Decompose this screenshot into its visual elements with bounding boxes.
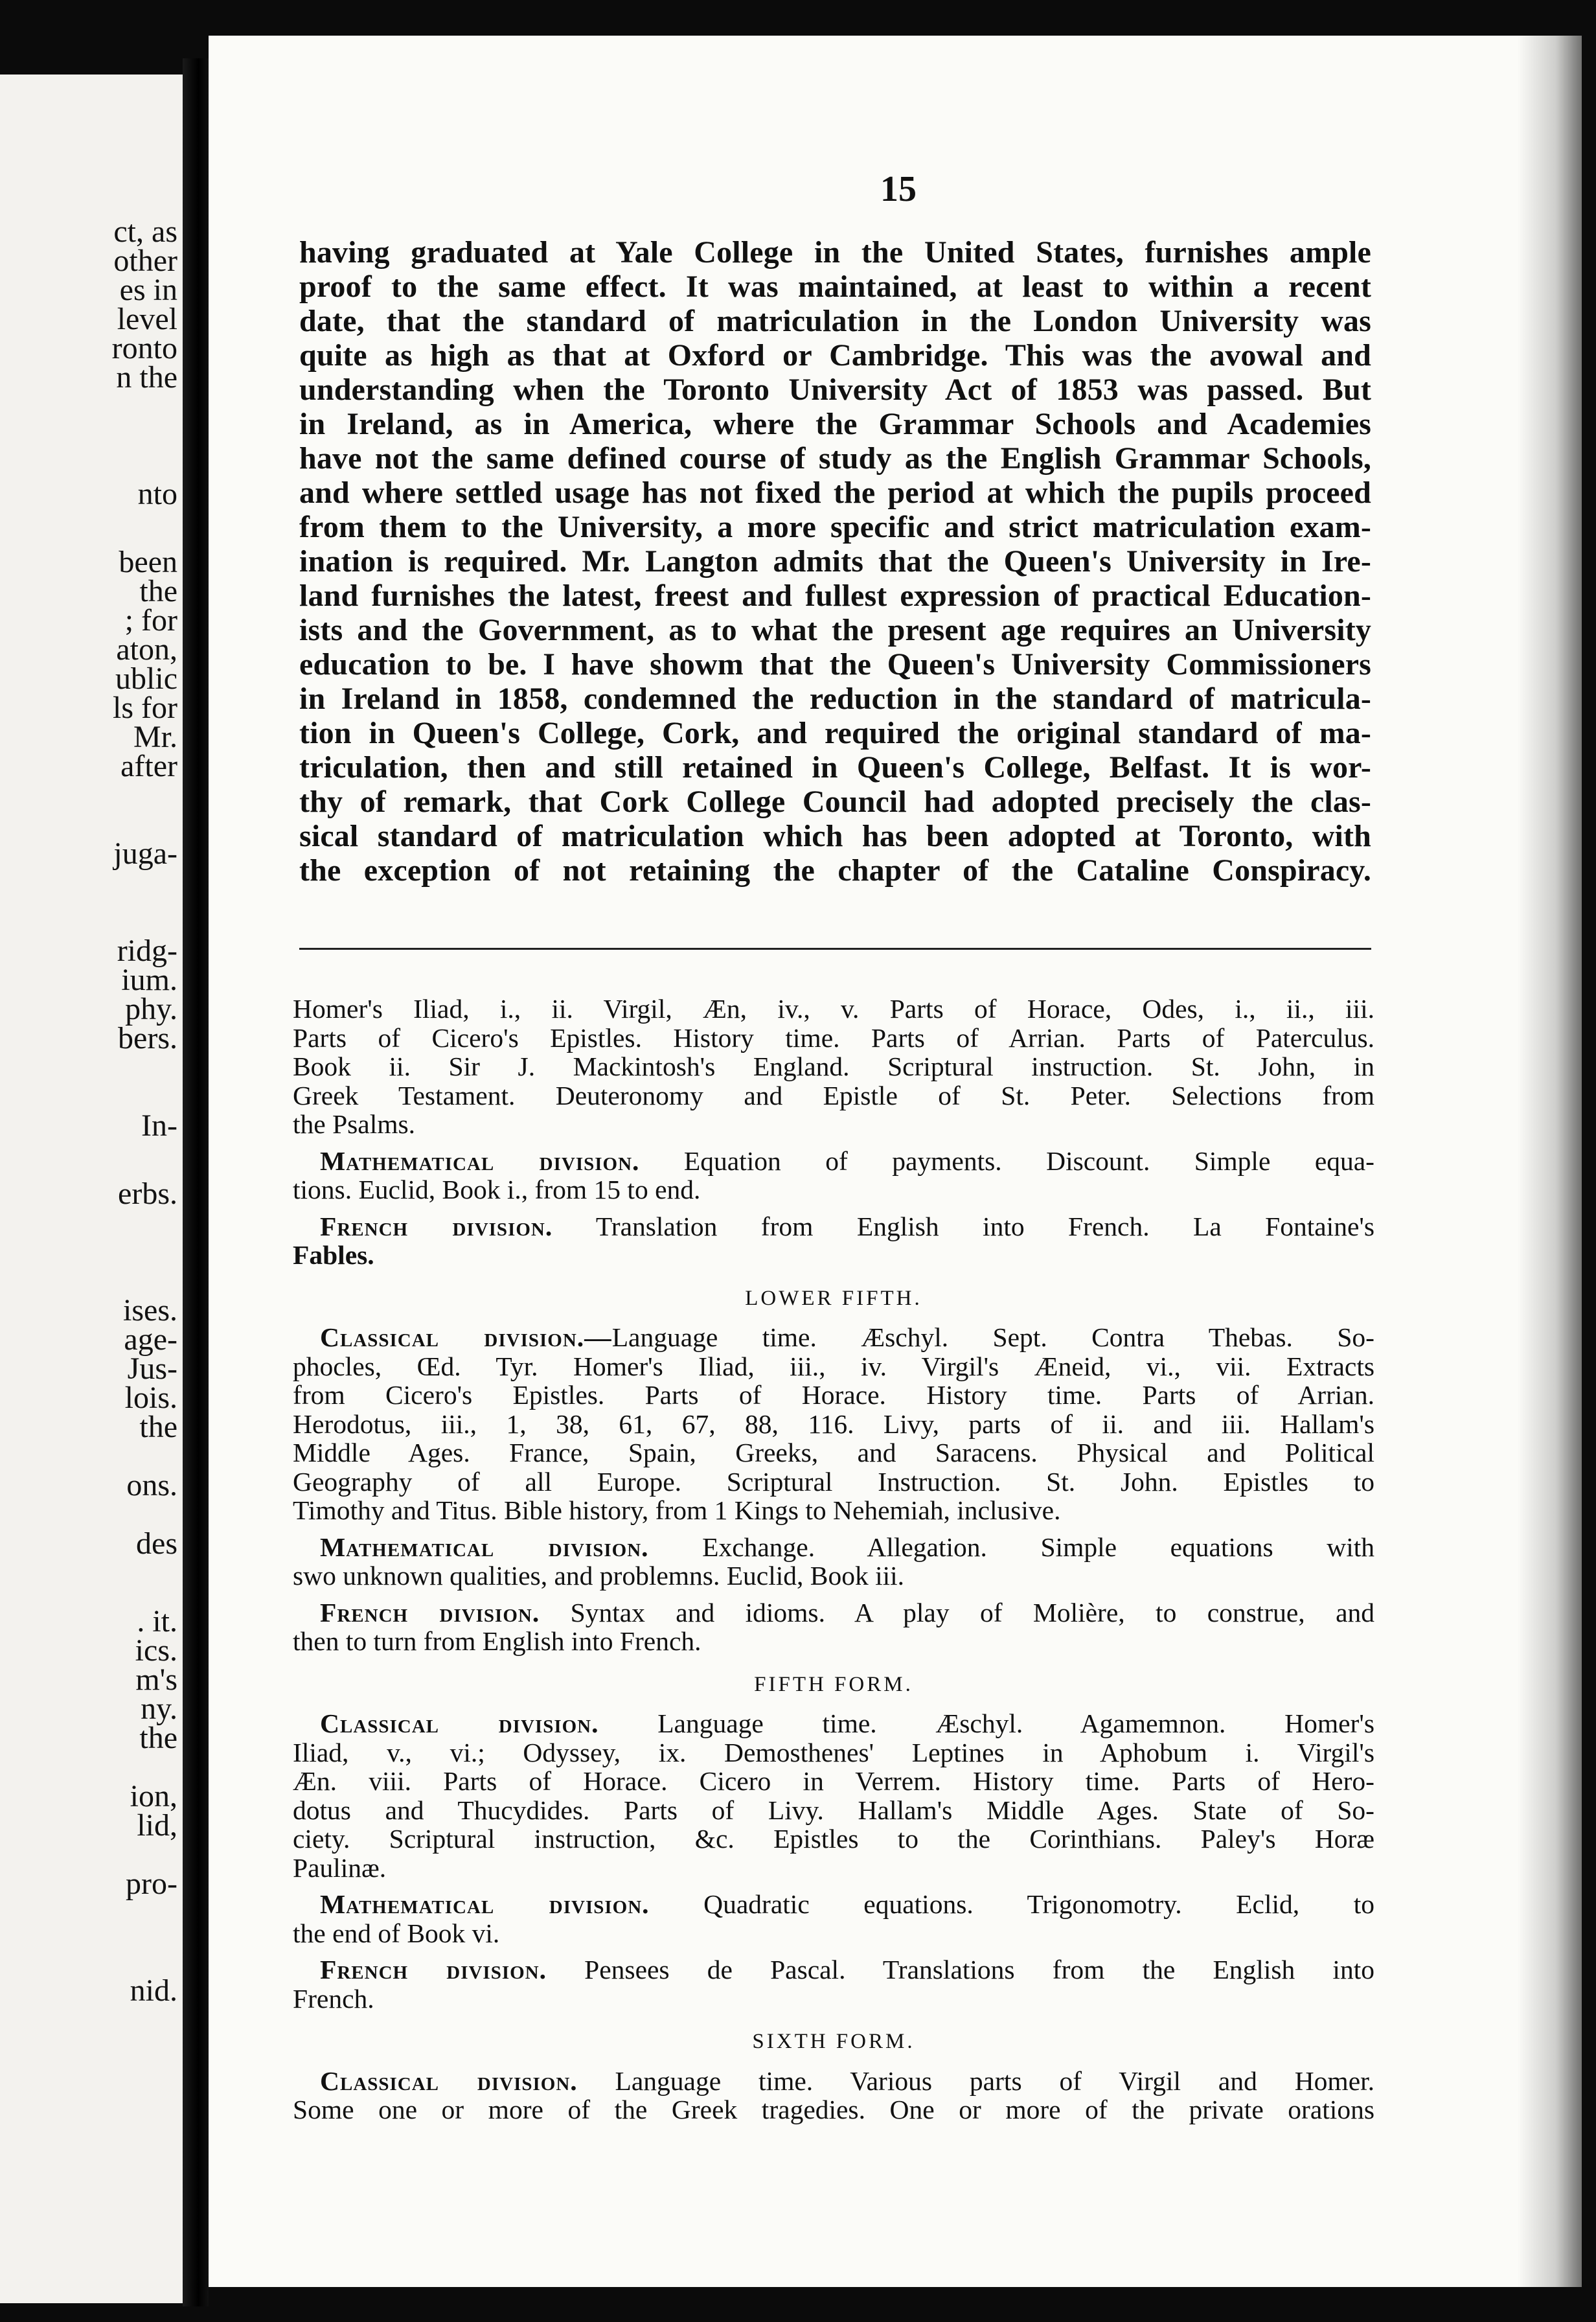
text-line: quite as high as that at Oxford or Cambridge. This was the avowal and bbox=[299, 338, 1371, 373]
facing-page-line: nto bbox=[137, 477, 177, 511]
footnote-line: Timothy and Titus. Bible history, from 1 Kings to Nehemiah, inclusive. bbox=[293, 1495, 1061, 1525]
facing-page-line: nid. bbox=[130, 1973, 177, 2008]
facing-page-line: n the bbox=[116, 360, 177, 395]
text-line: and where settled usage has not fixed the period at which the pupils proceed bbox=[299, 476, 1371, 510]
text-line: triculation, then and still retained in Queen's College, Belfast. It is wor- bbox=[299, 750, 1371, 785]
facing-page-line: other bbox=[113, 244, 177, 278]
footnote-line: the Psalms. bbox=[293, 1109, 416, 1139]
facing-page-line: aton, bbox=[116, 632, 177, 667]
footnote-line: Mathematical division. Quadratic equations. Trigonomotry. Eclid, to bbox=[320, 1889, 1374, 1919]
facing-page-fragment bbox=[0, 75, 183, 2303]
classical-division-paragraph bbox=[293, 2067, 1374, 2124]
text-line: in Ireland in 1858, condemned the reduction in the standard of matricula- bbox=[299, 682, 1371, 716]
facing-page-line: ion, bbox=[130, 1779, 177, 1813]
text-line: ists and the Government, as to what the present age requires an University bbox=[299, 613, 1371, 647]
text-line: in Ireland, as in America, where the Grammar Schools and Academies bbox=[299, 407, 1371, 441]
text-line: education to be. I have showm that the Queen's University Commissioners bbox=[299, 647, 1371, 682]
facing-page-line: ; for bbox=[124, 603, 177, 638]
facing-page-line: after bbox=[120, 749, 177, 783]
division-label: Mathematical division. bbox=[320, 1889, 650, 1919]
text-line: proof to the same effect. It was maintained, at least to within a recent bbox=[299, 270, 1371, 304]
text-line: from them to the University, a more specific and strict matriculation exam- bbox=[299, 510, 1371, 544]
text-line: date, that the standard of matriculation in the London University was bbox=[299, 304, 1371, 338]
section-heading-lower-fifth: LOWER FIFTH. bbox=[745, 1286, 922, 1310]
footnote-line: Greek Testament. Deuteronomy and Epistle of St. Peter. Selections from bbox=[293, 1080, 1374, 1110]
footnote-line: Æn. viii. Parts of Horace. Cicero in Verrem. History time. Parts of Hero- bbox=[293, 1766, 1374, 1796]
footnote-line: Classical division. Language time. Æschyl. Agamemnon. Homer's bbox=[320, 1708, 1374, 1738]
facing-page-line: the bbox=[139, 1410, 177, 1444]
facing-page-line: m's bbox=[135, 1662, 177, 1697]
text-line: sical standard of matriculation which has been adopted at Toronto, with bbox=[299, 819, 1371, 853]
facing-page-line: ics. bbox=[135, 1633, 177, 1668]
french-division-paragraph bbox=[293, 1598, 1374, 1656]
footnote-line: Some one or more of the Greek tragedies. One or more of the private orations bbox=[293, 2095, 1374, 2124]
division-label: Classical division. bbox=[320, 2065, 578, 2096]
page-edge-shadow bbox=[1517, 36, 1582, 2287]
facing-page-line: lois. bbox=[124, 1381, 177, 1415]
math-division-paragraph bbox=[293, 1890, 1374, 1948]
footnote-line: Homer's Iliad, i., ii. Virgil, Æn, iv., v. Parts of Horace, Odes, i., ii., iii. bbox=[293, 994, 1374, 1024]
facing-page-line: ct, as bbox=[113, 214, 177, 249]
footnote-line: then to turn from English into French. bbox=[293, 1626, 701, 1656]
footnote-line: phocles, Œd. Tyr. Homer's Iliad, iii., iv. Virgil's Æneid, vi., vii. Extracts bbox=[293, 1351, 1374, 1381]
text-line: tion in Queen's College, Cork, and required the original standard of ma- bbox=[299, 716, 1371, 750]
footnote-line: Iliad, v., vi.; Odyssey, ix. Demosthenes' Leptines in Aphobum i. Virgil's bbox=[293, 1737, 1374, 1767]
footnote-line: Classical division.—Language time. Æschyl. Sept. Contra Thebas. So- bbox=[320, 1322, 1374, 1352]
facing-page-line: the bbox=[139, 1721, 177, 1755]
facing-page-line: Mr. bbox=[133, 720, 177, 754]
footnote-divider bbox=[299, 948, 1371, 950]
footnote-line: dotus and Thucydides. Parts of Livy. Hallam's Middle Ages. State of So- bbox=[293, 1795, 1374, 1825]
french-division-paragraph bbox=[293, 1212, 1374, 1270]
facing-page-line: In- bbox=[141, 1109, 177, 1143]
text-line: ination is required. Mr. Langton admits that the Queen's University in Ire- bbox=[299, 544, 1371, 579]
classical-division-paragraph bbox=[293, 1709, 1374, 1882]
division-label: Classical division.— bbox=[320, 1322, 612, 1352]
footnote-line: swo unknown qualities, and problemns. Euclid, Book iii. bbox=[293, 1561, 905, 1591]
facing-page-line: ium. bbox=[121, 963, 177, 997]
section-heading-sixth-form: SIXTH FORM. bbox=[752, 2030, 915, 2053]
facing-page-line: ronto bbox=[111, 331, 177, 365]
footnote-line: ciety. Scriptural instruction, &c. Epistles to the Corinthians. Paley's Horæ bbox=[293, 1824, 1374, 1854]
footnote-line: French division. Pensees de Pascal. Translations from the English into bbox=[320, 1955, 1374, 1984]
text-line: having graduated at Yale College in the United States, furnishes ample bbox=[299, 235, 1371, 270]
text-line: thy of remark, that Cork College Council had adopted precisely the clas- bbox=[299, 785, 1371, 819]
footnote-line: tions. Euclid, Book i., from 15 to end. bbox=[293, 1175, 701, 1204]
footnote-line: Mathematical division. Equation of payments. Discount. Simple equa- bbox=[320, 1145, 1375, 1176]
footnotes-block bbox=[293, 994, 1374, 2132]
division-label: Mathematical division. bbox=[320, 1145, 640, 1176]
division-label: Classical division. bbox=[320, 1708, 599, 1738]
footnote-line: Fables. bbox=[293, 1240, 374, 1270]
text-line: land furnishes the latest, freest and fullest expression of practical Education- bbox=[299, 579, 1371, 613]
footnote-line: French division. Syntax and idioms. A play of Molière, to construe, and bbox=[320, 1597, 1374, 1627]
facing-page-line: ny. bbox=[141, 1692, 177, 1726]
facing-page-line: Jus- bbox=[127, 1351, 177, 1386]
facing-page-line: age- bbox=[124, 1322, 177, 1357]
page-number: 15 bbox=[880, 169, 917, 209]
footnote-line: from Cicero's Epistles. Parts of Horace. History time. Parts of Arrian. bbox=[293, 1380, 1374, 1410]
division-label: French division. bbox=[320, 1955, 547, 1984]
facing-page-line: lid, bbox=[137, 1808, 177, 1843]
footnote-line: Parts of Cicero's Epistles. History time. Parts of Arrian. Parts of Paterculus. bbox=[293, 1022, 1374, 1053]
book-gutter bbox=[183, 58, 209, 2306]
footnote-line: Book ii. Sir J. Mackintosh's England. Scriptural instruction. St. John, in bbox=[293, 1052, 1374, 1081]
footnote-line: Middle Ages. France, Spain, Greeks, and Saracens. Physical and Political bbox=[293, 1438, 1374, 1467]
facing-page-line: the bbox=[139, 574, 177, 608]
text-line: have not the same defined course of study as the English Grammar Schools, bbox=[299, 441, 1371, 476]
facing-page-line: ons. bbox=[126, 1468, 177, 1502]
facing-page-line: pro- bbox=[126, 1867, 177, 1901]
facing-page-line: ublic bbox=[115, 661, 177, 696]
footnote-line: Paulinæ. bbox=[293, 1852, 387, 1883]
main-text-block bbox=[299, 235, 1371, 888]
facing-page-line: bers. bbox=[118, 1021, 177, 1055]
facing-page-line: phy. bbox=[125, 992, 177, 1026]
facing-page-line: ises. bbox=[123, 1293, 177, 1328]
text-line: understanding when the Toronto University Act of 1853 was passed. But bbox=[299, 373, 1371, 407]
facing-page-line: juga- bbox=[113, 836, 177, 871]
footnote-line: French division. Translation from English into French. La Fontaine's bbox=[320, 1211, 1374, 1241]
division-label: Mathematical division. bbox=[320, 1532, 649, 1562]
document-page bbox=[209, 36, 1582, 2287]
facing-page-line: . it. bbox=[137, 1604, 177, 1638]
math-division-paragraph bbox=[293, 1533, 1374, 1591]
text-line: the exception of not retaining the chapter of the Cataline Conspiracy. bbox=[299, 853, 1371, 888]
division-label: French division. bbox=[320, 1597, 540, 1627]
footnote-intro bbox=[293, 994, 1374, 1139]
facing-page-line: been bbox=[119, 545, 177, 579]
footnote-line: French. bbox=[293, 1983, 374, 2014]
footnote-line: Mathematical division. Exchange. Allegation. Simple equations with bbox=[320, 1532, 1375, 1562]
footnote-line: Classical division. Language time. Various parts of Virgil and Homer. bbox=[320, 2065, 1375, 2096]
footnote-line: Herodotus, iii., 1, 38, 61, 67, 88, 116. Livy, parts of ii. and iii. Hallam's bbox=[293, 1408, 1374, 1439]
footnote-line: the end of Book vi. bbox=[293, 1918, 500, 1948]
facing-page-line: level bbox=[117, 302, 177, 336]
facing-page-line: ridg- bbox=[117, 934, 177, 968]
division-label: French division. bbox=[320, 1211, 553, 1241]
facing-page-line: des bbox=[136, 1526, 177, 1561]
math-division-paragraph bbox=[293, 1147, 1374, 1204]
section-heading-fifth-form: FIFTH FORM. bbox=[754, 1672, 913, 1696]
footnote-line: Geography of all Europe. Scriptural Instruction. St. John. Epistles to bbox=[293, 1466, 1374, 1497]
french-division-paragraph bbox=[293, 1955, 1374, 2013]
classical-division-paragraph bbox=[293, 1323, 1374, 1525]
facing-page-line: erbs. bbox=[118, 1177, 177, 1211]
facing-page-line: es in bbox=[119, 273, 177, 307]
facing-page-line: ls for bbox=[113, 691, 177, 725]
